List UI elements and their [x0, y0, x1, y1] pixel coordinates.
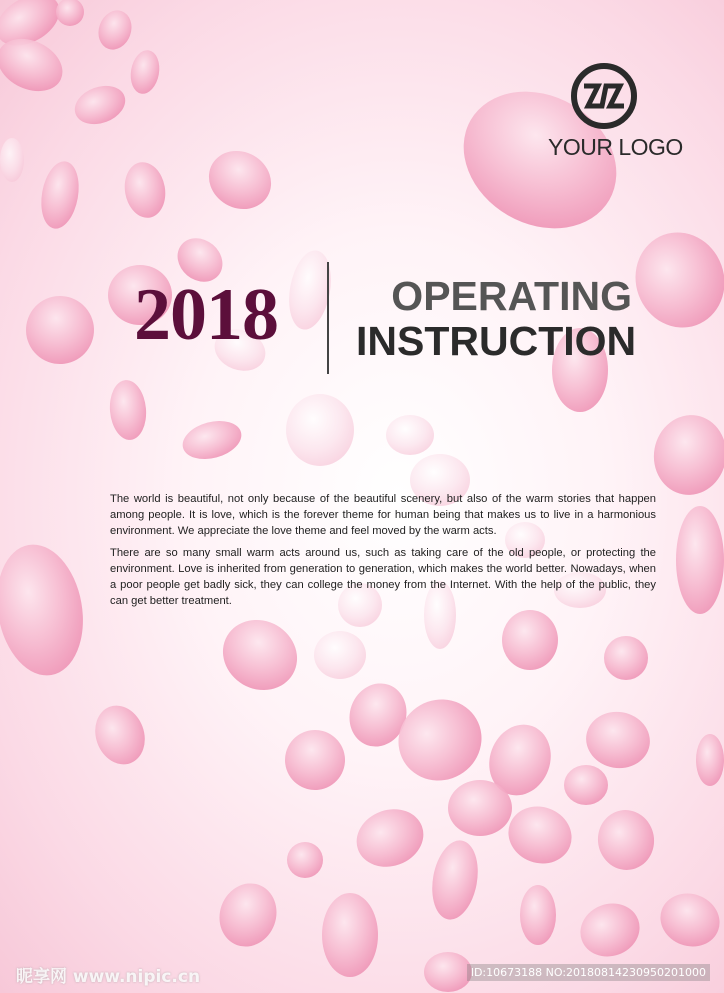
- petal: [573, 895, 647, 964]
- petal: [0, 538, 93, 683]
- petal: [127, 48, 162, 96]
- title-line-1: OPERATING: [391, 273, 632, 319]
- logo-text: YOUR LOGO: [548, 134, 683, 160]
- body-paragraph-1: The world is beautiful, not only because of the beautiful scenery, but also of the warm stories that happen among people. It is love, which is the forever theme for human being that makes us to live in a harmonious environment. We appreciate the love theme and feel moved by the warm acts.: [110, 493, 656, 537]
- title-divider: [327, 262, 329, 374]
- petal: [582, 707, 655, 773]
- petal: [211, 875, 286, 954]
- petal: [564, 765, 608, 805]
- petal: [322, 893, 378, 977]
- petal: [653, 885, 724, 954]
- petal: [604, 636, 648, 680]
- petal: [314, 631, 366, 679]
- watermark-id: ID:10673188 NO:20180814230950201000: [467, 964, 710, 981]
- petal: [286, 394, 354, 466]
- petal: [676, 506, 724, 614]
- petal: [198, 140, 281, 220]
- year-heading: 2018: [134, 274, 278, 356]
- petal: [18, 288, 101, 371]
- petal: [278, 723, 351, 796]
- petal: [696, 734, 724, 786]
- petal: [93, 6, 137, 55]
- watermark-site: 昵享网 www.nipic.cn: [16, 967, 201, 987]
- petal: [0, 138, 24, 182]
- petal: [500, 798, 579, 873]
- petal: [622, 220, 724, 340]
- cover-title: [356, 273, 637, 364]
- petal: [593, 806, 659, 875]
- petal: [120, 159, 169, 221]
- petal: [448, 780, 512, 836]
- body-paragraph-2: There are so many small warm acts around us, such as taking care of the old people, or protecting the environment. Love is inherited from generation to generation, which makes the world better. Nowadays, when a poor people get badly sick, they can college the money from the Internet. With the help of the public, they can get better treatment.: [110, 547, 656, 607]
- petal: [287, 842, 323, 878]
- petal: [210, 607, 310, 704]
- zigzag-circle-logo-icon: [570, 62, 638, 130]
- body-text: [110, 491, 656, 615]
- petal: [426, 837, 483, 923]
- petal: [56, 0, 84, 26]
- title-line-2: INSTRUCTION: [356, 318, 637, 364]
- petal: [87, 699, 153, 772]
- logo: [548, 62, 683, 161]
- petal: [520, 885, 556, 945]
- petal: [107, 379, 148, 442]
- petal: [502, 610, 558, 670]
- petal: [36, 158, 83, 231]
- petal: [424, 952, 472, 992]
- petal: [348, 800, 431, 876]
- petal: [178, 415, 245, 465]
- petal: [648, 409, 724, 500]
- petal: [69, 79, 130, 131]
- petal: [386, 415, 434, 455]
